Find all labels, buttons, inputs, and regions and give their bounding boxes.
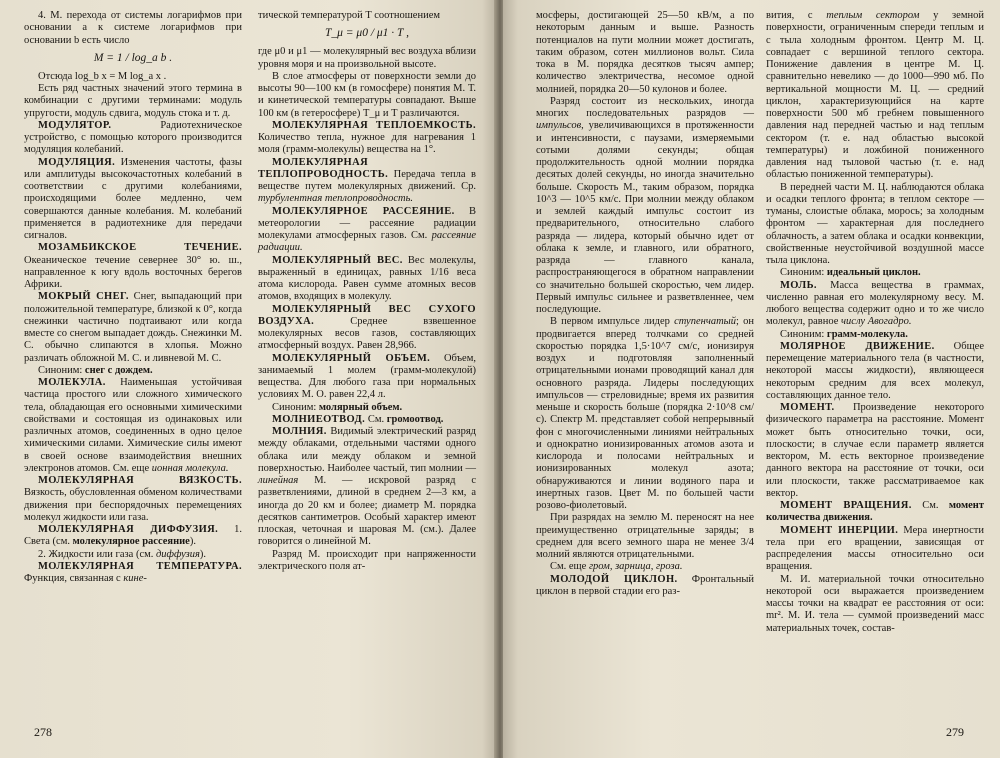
entry-paragraph: Синоним: идеальный циклон. (780, 267, 921, 279)
entry-paragraph: Синоним: снег с дождем. (38, 364, 153, 376)
entry-paragraph: МОЛЕКУЛЯРНАЯ ТЕМПЕРАТУРА. Функция, связанная с кине- (24, 560, 242, 584)
entry-paragraph: МОЛЕКУЛЯРНАЯ ВЯЗКОСТЬ. Вязкость, обусловленная обменом количествами движения при беспорядочных перемещениях молекул жидкости или газа. (24, 475, 242, 523)
right-page (503, 0, 1000, 758)
italic-reference: гром, зарница, гроза. (588, 561, 683, 573)
entry-paragraph: МОЗАМБИКСКОЕ ТЕЧЕНИЕ. Океаническое течение севернее 30° ю. ш., направленное к югу вдоль восточных берегов Африки. (24, 242, 242, 290)
headword: МОЛЕКУЛЯРНАЯ ДИФФУЗИЯ. (38, 524, 219, 535)
page-number-right: 279 (946, 725, 964, 739)
entry-paragraph: МОДУЛЯТОР. Радиотехническое устройство, с помощью которого производится модуляция колебаний. (24, 119, 242, 156)
headword: МОМЕНТ. (780, 402, 835, 413)
entry-paragraph: вития, с теплым сектором у земной поверхности, ограниченным спереди теплым и с тыла холодным фронтом. Центр М. Ц. совпадает с вершиной теплого сектора. Понижение давления в центре М. Ц. сравнительно невелико — до 1000—990 мб. По вертикальной мощности М. Ц. — средний циклон, характеризующийся на карте поверхности 500 мб гребнем повышенного давления над передней частью и над теплым сектором (т. е. над областью высокой температуры) и ложбиной пониженного давления над тыловой частью (т. е. над областью пониженной температуры). (766, 10, 984, 181)
entry-paragraph: В передней части М. Ц. наблюдаются облака и осадки теплого фронта; в теплом секторе — туманы, слоистые облака, морось; за холодным фронтом — характерная для последнего облачность, а затем облака и осадки конвекции, свойственные неустойчивой воздушной массе тыла циклона. (766, 181, 984, 266)
entry-paragraph: мосферы, достигающей 25—50 кВ/м, а по некоторым данным и выше. Разность потенциалов на пути молнии может достигать, таким образом, сотен миллионов вольт. Сила тока в М. порядка десятков тысяч ампер; количество электричества, несомое одной молнией, порядка 20—50 кулонов и более. (536, 10, 754, 95)
headword: МОКРЫЙ СНЕГ. (38, 291, 129, 303)
entry-paragraph: МОЛОДОЙ ЦИКЛОН. Фронтальный циклон в первой стадии его раз- (536, 573, 754, 597)
entry-paragraph: МОЛЕКУЛЯРНЫЙ ВЕС СУХОГО ВОЗДУХА. Среднее взвешенное молекулярных весов газов, составляющих атмосферный воздух. Равен 28,966. (258, 303, 476, 352)
entry-paragraph: МОМЕНТ ИНЕРЦИИ. Мера инертности тела при его вращении, зависящая от распределения массы относительно оси вращения. (766, 524, 984, 573)
italic-reference: ступенчатый (674, 316, 737, 328)
formula: M = 1 / log_a b . (93, 51, 173, 64)
entry-paragraph: Синоним: молярный объем. (272, 401, 403, 413)
entry-paragraph: МОЛЕКУЛА. Наименьшая устойчивая частица простого или сложного химического тела, обладающая его основными химическими свойствами и состоящая из одинаковых или различных атомов, соединенных в одно целое химическими силами. Химические силы имеют в своей основе взаимодействия внешних электронов атомов. См. еще ионная молекула. (24, 377, 242, 474)
entry-paragraph: Разряд М. происходит при напряженности электрического поля ат- (258, 548, 476, 572)
italic-reference: линейная (258, 475, 299, 486)
headword: МОЛЬ. (780, 279, 817, 291)
entry-paragraph: МОМЕНТ ВРАЩЕНИЯ. См. момент количества движения. (766, 500, 985, 524)
entry-paragraph: 2. Жидкости или газа (см. диффузия). (38, 548, 206, 560)
italic-reference: ионная молекула. (151, 462, 229, 474)
headword: МОЛЕКУЛЯРНАЯ ТЕМПЕРАТУРА. (38, 560, 242, 572)
entry-paragraph: См. еще гром, зарница, гроза. (550, 561, 683, 573)
right-column-1 (536, 10, 754, 598)
entry-paragraph: где μ0 и μ1 — молекулярный вес воздуха вблизи уровня моря и на произвольной высоте. (258, 46, 476, 70)
entry-paragraph: МОЛЬ. Масса вещества в граммах, численно равная его молекулярному весу. М. любого вещества содержит одно и то же число молекул, равное числу Авогадро. (766, 279, 984, 328)
italic-reference: турбулентная теплопроводность. (258, 193, 414, 205)
synonym-term: молярный объем. (318, 401, 403, 413)
formula: T_μ = μ0 / μ1 · T , (325, 27, 409, 40)
headword: МОЛЯРНОЕ ДВИЖЕНИЕ. (780, 340, 935, 352)
italic-reference: рассеяние радиации. (258, 230, 476, 254)
headword: МОЛЕКУЛЯРНЫЙ ВЕС СУХОГО ВОЗДУХА. (258, 303, 476, 327)
right-column-2 (766, 10, 984, 635)
entry-paragraph: При разрядах на землю М. переносят на нее преимущественно отрицательные заряды; в среднем для всего земного шара не менее 3/4 молний являются отрицательными. (536, 512, 754, 560)
headword: МОМЕНТ ИНЕРЦИИ. (780, 524, 899, 536)
synonym-term: грамм-молекула. (826, 328, 908, 340)
entry-paragraph: МОЛЕКУЛЯРНЫЙ ОБЪЕМ. Объем, занимаемый 1 молем (грамм-молекулой) вещества. Для любого газа при нормальных условиях М. О. равен 22,4 л. (258, 352, 476, 401)
headword: МОДУЛЯТОР. (38, 119, 112, 131)
headword: МОЛЕКУЛА. (38, 377, 106, 388)
headword: МОЛНИЯ. (272, 426, 327, 437)
headword: МОДУЛЯЦИЯ. (38, 156, 116, 168)
left-page (0, 0, 497, 758)
entry-paragraph: Есть ряд частных значений этого термина в комбинации с другими терминами: модуль упругости, модуль сдвига, модуль стока и т. д. (24, 83, 242, 119)
headword: МОЗАМБИКСКОЕ ТЕЧЕНИЕ. (38, 242, 242, 254)
entry-paragraph: Отсюда log_b x = M log_a x . (38, 70, 167, 82)
entry-paragraph: В слое атмосферы от поверхности земли до высоты 90—100 км (в гомосфере) понятия М. Т. и кинетической температуры совпадают. Выше 100 км (в гетеросфере) T_μ и T различаются. (258, 70, 476, 119)
entry-paragraph: Синоним: грамм-молекула. (780, 328, 908, 340)
entry-paragraph: МОМЕНТ. Произведение некоторого физического параметра на расстояние. Момент может быть относительно точки, оси, плоскости; в случае если параметр является вектором, М. есть векторное произведение данного вектора на расстояние от точки, оси или плоскости, также рассматриваемое как вектор. (766, 402, 984, 499)
entry-paragraph: 4. М. перехода от системы логарифмов при основании a к системе логарифмов при основании b есть число (24, 10, 242, 46)
entry-paragraph: М. И. материальной точки относительно некоторой оси выражается произведением массы точки на квадрат ее расстояния от оси: mr². М. И. тела — суммой произведений масс материальных точек, состав- (766, 573, 984, 634)
synonym-term: снег с дождем. (84, 364, 153, 376)
headword: МОЛЕКУЛЯРНАЯ ВЯЗКОСТЬ. (38, 475, 242, 486)
entry-paragraph: МОЛНИЯ. Видимый электрический разряд между облаками, отдельными частями одного облака или между облаком и земной поверхностью. Наиболее частый, тип молнии — линейная М. — искровой разряд с разветвлениями, длиной в среднем 2—3 км, а иногда до 20 км и более; диаметр М. порядка десятков сантиметров. Особый характер имеют плоская, четочная и шаровая М. (см.). Далее говорится о линейной М. (258, 426, 476, 548)
headword: МОЛЕКУЛЯРНОЕ РАССЕЯНИЕ. (272, 205, 455, 217)
synonym-term: момент количества движения. (766, 500, 985, 524)
synonym-term: идеальный циклон. (826, 267, 921, 279)
italic-reference: диффузия (156, 548, 200, 560)
headword: МОЛЕКУЛЯРНАЯ ТЕПЛОЕМКОСТЬ. (272, 119, 476, 131)
italic-reference: теплым сектором (826, 10, 920, 21)
entry-paragraph: Разряд состоит из нескольких, иногда многих последовательных разрядов — импульсов, увеличивающихся в протяженности и интенсивности, с паузами, измеряемыми сотыми долями секунды; общая продолжительность одной молнии порядка десятых долей секунды, но иногда значительно больше. Скорость М., таким образом, порядка 10^3 — 10^5 км/с. При молнии между облаком и землей каждый импульс состоит из предварительного, относительно слабого разряда — лидера, который обычно идет от облака к земле, и главного, или обратного, разряда — главного канала, распространяющегося в обратном направлении со значительно большей скоростью, чем лидер. Первый импульс сильнее и разветвленнее, чем последующие. (536, 95, 754, 315)
entry-paragraph: МОДУЛЯЦИЯ. Изменения частоты, фазы или амплитуды высокочастотных колебаний в соответствии с другими колебаниями, происходящими более медленно, чем совершаются данные колебания. М. колебаний применяется в радиотехнике для передачи сигналов. (24, 156, 242, 241)
entry-paragraph: МОЛЯРНОЕ ДВИЖЕНИЕ. Общее перемещение материального тела (в частности, некоторой массы жидкости), являющееся некоторым средним для всех молекул, составляющих данное тело. (766, 340, 984, 401)
entry-paragraph: МОЛЕКУЛЯРНОЕ РАССЕЯНИЕ. В метеорологии — рассеяние радиации молекулами атмосферных газов. См. рассеяние радиации. (258, 205, 476, 254)
headword: МОЛОДОЙ ЦИКЛОН. (550, 573, 678, 585)
entry-paragraph: МОЛЕКУЛЯРНЫЙ ВЕС. Вес молекулы, выраженный в единицах, равных 1/16 веса атома кислорода. Равен сумме атомных весов атомов, входящих в молекулу. (258, 254, 477, 303)
entry-paragraph: В первом импульсе лидер ступенчатый; он продвигается вперед толчками со средней скоростью порядка 1,5·10^7 см/с, ионизируя воздух и подготовляя заполненный отрицательными ионами проводящий канал для основного разряда. Лидеры последующих импульсов — стреловидные; время их развития меньше и скорость больше (порядка 2·10^8 см/с). Спектр М. представляет собой непрерывный фон с многочисленными линиями нейтральных и однократно ионизированных атомов азота и кислорода и полосами нейтральных и ионизированных молекул азота; обнаруживаются и линии водяного пара и инертных газов. Цвет М. по большей части розово-фиолетовый. (536, 316, 754, 511)
entry-paragraph: тической температурой T соотношением (258, 10, 441, 21)
entry-paragraph: МОЛЕКУЛЯРНАЯ ДИФФУЗИЯ. 1. Света (см. молекулярное рассеяние). (24, 524, 242, 548)
page-number-left: 278 (34, 725, 52, 739)
headword: МОМЕНТ ВРАЩЕНИЯ. (780, 500, 912, 511)
italic-reference: импульсов (536, 120, 582, 132)
left-column-1 (24, 10, 242, 585)
entry-paragraph: МОКРЫЙ СНЕГ. Снег, выпадающий при положительной температуре, близкой к 0°, когда снежинки частично подтаивают или когда вместе со снегом выпадает дождь. Снежинки М. С. обычно слипаются в хлопья. Можно различать обложной М. С. и ливневой М. С. (24, 291, 242, 364)
entry-paragraph: МОЛНИЕОТВОД. См. громоотвод. (272, 413, 444, 425)
headword: МОЛЕКУЛЯРНЫЙ ВЕС. (272, 254, 403, 266)
synonym-term: молекулярное рассеяние (72, 536, 190, 548)
entry-paragraph: МОЛЕКУЛЯРНАЯ ТЕПЛОПРОВОДНОСТЬ. Передача тепла в веществе путем молекулярных движений. Ср. турбулентная теплопроводность. (258, 156, 476, 205)
italic-reference: числу Авогадро. (841, 316, 912, 328)
entry-paragraph: МОЛЕКУЛЯРНАЯ ТЕПЛОЕМКОСТЬ. Количество тепла, нужное для нагревания 1 моля (грамм-молекулы) вещества на 1°. (258, 119, 476, 156)
left-column-2 (258, 10, 476, 573)
synonym-term: громоотвод. (386, 413, 444, 425)
headword: МОЛЕКУЛЯРНЫЙ ОБЪЕМ. (272, 352, 431, 364)
italic-reference: кине- (123, 573, 147, 584)
headword: МОЛНИЕОТВОД. (272, 413, 366, 425)
headword: МОЛЕКУЛЯРНАЯ ТЕПЛОПРОВОДНОСТЬ. (258, 156, 389, 180)
